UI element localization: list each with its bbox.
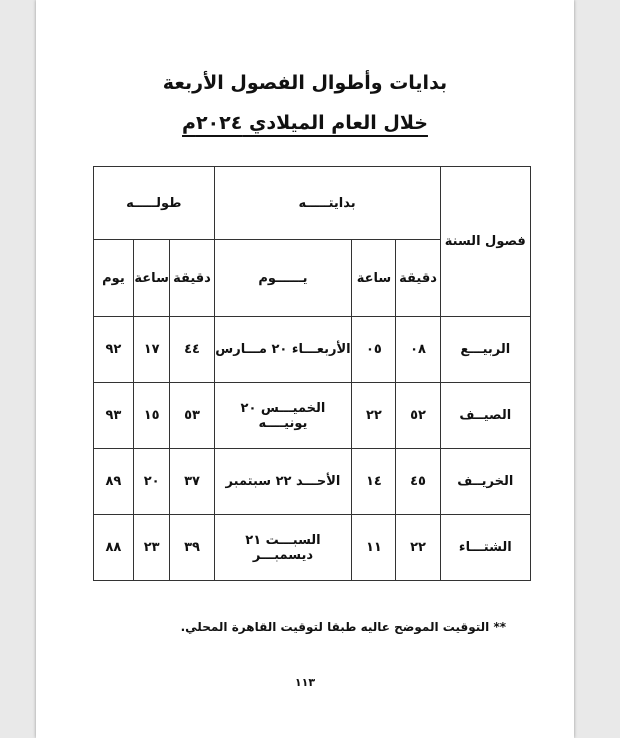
start-hour-cell: ٠٥ — [352, 317, 396, 383]
subheader-length-hour: ساعة — [133, 240, 170, 317]
header-season: فصول السنة — [440, 167, 530, 317]
document-page — [36, 0, 574, 738]
document-title: بدايات وأطوال الفصول الأربعة — [162, 72, 448, 94]
start-minute-cell: ٢٢ — [396, 515, 440, 581]
length-hour-cell: ١٧ — [133, 317, 170, 383]
length-day-cell: ٨٨ — [94, 515, 134, 581]
page-number: ١١٣ — [294, 676, 316, 689]
subheader-start-day: يــــــوم — [214, 240, 352, 317]
season-cell: الصيــف — [440, 383, 530, 449]
start-day-cell: الأربعـــاء ٢٠ مـــارس — [214, 317, 352, 383]
start-day-cell: السبـــت ٢١ ديسمبـــر — [214, 515, 352, 581]
length-hour-cell: ١٥ — [133, 383, 170, 449]
length-hour-cell: ٢٠ — [133, 449, 170, 515]
start-hour-cell: ١١ — [352, 515, 396, 581]
season-cell: الشتـــاء — [440, 515, 530, 581]
season-cell: الخريــف — [440, 449, 530, 515]
length-minute-cell: ٣٧ — [170, 449, 214, 515]
subheader-length-day: يوم — [94, 240, 134, 317]
season-cell: الربيـــع — [440, 317, 530, 383]
table-row — [94, 317, 531, 383]
length-day-cell: ٩٣ — [94, 383, 134, 449]
start-minute-cell: ٠٨ — [396, 317, 440, 383]
header-length-group: طولـــــه — [94, 167, 215, 240]
start-day-cell: الأحـــد ٢٢ سبتمبر — [214, 449, 352, 515]
start-minute-cell: ٤٥ — [396, 449, 440, 515]
table-row — [94, 383, 531, 449]
subheader-start-minute: دقيقة — [396, 240, 440, 317]
footnote: ** التوقيت الموضح عاليه طبقا لتوقيت القاهرة المحلي. — [180, 620, 506, 634]
table-row — [94, 515, 531, 581]
document-subtitle-text: خلال العام الميلادي ٢٠٢٤م — [182, 112, 428, 134]
start-hour-cell: ١٤ — [352, 449, 396, 515]
seasons-table — [93, 166, 531, 581]
start-hour-cell: ٢٢ — [352, 383, 396, 449]
length-minute-cell: ٥٣ — [170, 383, 214, 449]
table-row — [94, 449, 531, 515]
length-day-cell: ٨٩ — [94, 449, 134, 515]
subheader-length-minute: دقيقة — [170, 240, 214, 317]
header-start-group: بدايتـــــه — [214, 167, 440, 240]
start-day-cell: الخميـــس ٢٠ يونيــــه — [214, 383, 352, 449]
length-minute-cell: ٣٩ — [170, 515, 214, 581]
length-minute-cell: ٤٤ — [170, 317, 214, 383]
subheader-start-hour: ساعة — [352, 240, 396, 317]
table-header-row — [94, 167, 531, 240]
document-subtitle — [36, 112, 574, 134]
start-minute-cell: ٥٢ — [396, 383, 440, 449]
length-day-cell: ٩٢ — [94, 317, 134, 383]
length-hour-cell: ٢٣ — [133, 515, 170, 581]
